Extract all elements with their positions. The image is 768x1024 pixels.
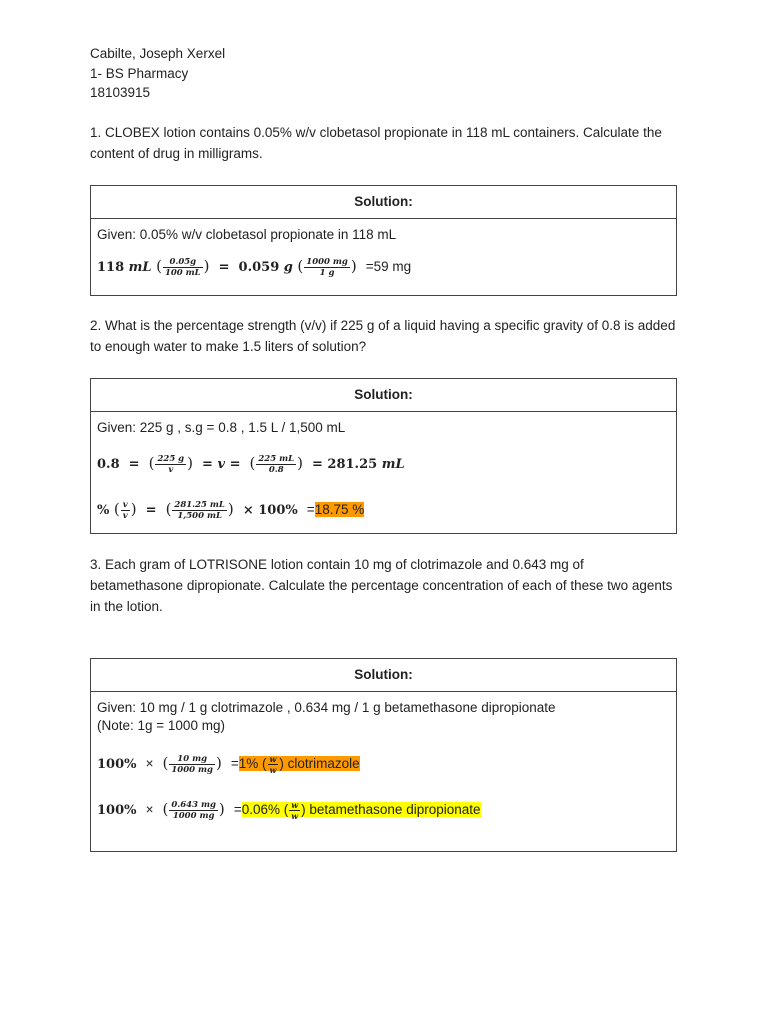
given-text: Given: 225 g , s.g = 0.8 , 1.5 L / 1,500 mL [97,420,346,435]
equation-1: 0.8 = ( $\frac{225 g}{v}$ ) = v = ( $\frac{225 mL}{0.8}$ ) = 281.25 mL [97,454,405,475]
given-text: Given: 10 mg / 1 g clotrimazole , 0.634 mg / 1 g betamethasone dipropionate [97,700,556,715]
fraction: $\frac{281.25 mL}{1,500 mL}$ [174,500,225,521]
fraction: $\frac{225 mL}{0.8}$ [258,454,295,475]
student-info [90,44,225,103]
answer-highlight: 0.06% ( $\frac{w}{w}$ ) betamethasone dipropionate [241,800,481,821]
answer-highlight: 18.75 % [314,502,365,517]
student-course: 1- BS Pharmacy [90,65,189,81]
solution-box-3 [90,658,677,852]
solution-title: Solution: [91,659,676,692]
solution-box-1 [90,185,677,296]
given-text: Given: 0.05% w/v clobetasol propionate in 118 mL [97,227,397,242]
question-1: 1. CLOBEX lotion contains 0.05% w/v clobetasol propionate in 118 mL containers. Calculate the content of drug in milligrams. [90,125,662,161]
fraction: $\frac{1000 mg}{1 g}$ [306,257,348,278]
fraction: $\frac{0.05g}{100 mL}$ [164,257,201,278]
fraction: $\frac{v}{v}$ [122,500,128,521]
solution-title: Solution: [91,186,676,219]
result: =59 mg [365,259,412,274]
equation-1: 100% × ( $\frac{10 mg}{1000 mg}$ ) =1% ( $\frac{w}{w}$ ) clotrimazole [97,754,360,776]
student-name: Cabilte, Joseph Xerxel [90,46,226,61]
fraction: $\frac{225 g}{v}$ [157,454,185,475]
fraction: $\frac{10 mg}{1000 mg}$ [171,754,213,776]
note-text: (Note: 1g = 1000 mg) [97,718,225,733]
equation-2: 100% × ( $\frac{0.643 mg}{1000 mg}$ ) =0.06% ( $\frac{w}{w}$ ) betamethasone dipropionate [97,800,481,822]
equation-1: 118 mL ( $\frac{0.05g}{100 mL}$ ) = 0.059 g ( $\frac{1000 mg}{1 g}$ ) =59 mg [97,257,412,278]
student-id: 18103915 [90,85,151,100]
equation-2: % ( $\frac{v}{v}$ ) = ( $\frac{281.25 mL}{1,500 mL}$ ) × 100% =18.75 % [97,500,365,521]
solution-box-2 [90,378,677,534]
question-3: 3. Each gram of LOTRISONE lotion contain 10 mg of clotrimazole and 0.643 mg of betamethasone dipropionate. Calculate the percentage concentration of each of these two agents in the lotion. [90,557,673,614]
solution-title: Solution: [91,379,676,412]
fraction: $\frac{0.643 mg}{1000 mg}$ [171,800,216,822]
question-2: 2. What is the percentage strength (v/v) if 225 g of a liquid having a specific gravity of 0.8 is added to enough water to make 1.5 liters of solution? [90,318,676,354]
answer-highlight: 1% ( $\frac{w}{w}$ ) clotrimazole [238,754,360,775]
